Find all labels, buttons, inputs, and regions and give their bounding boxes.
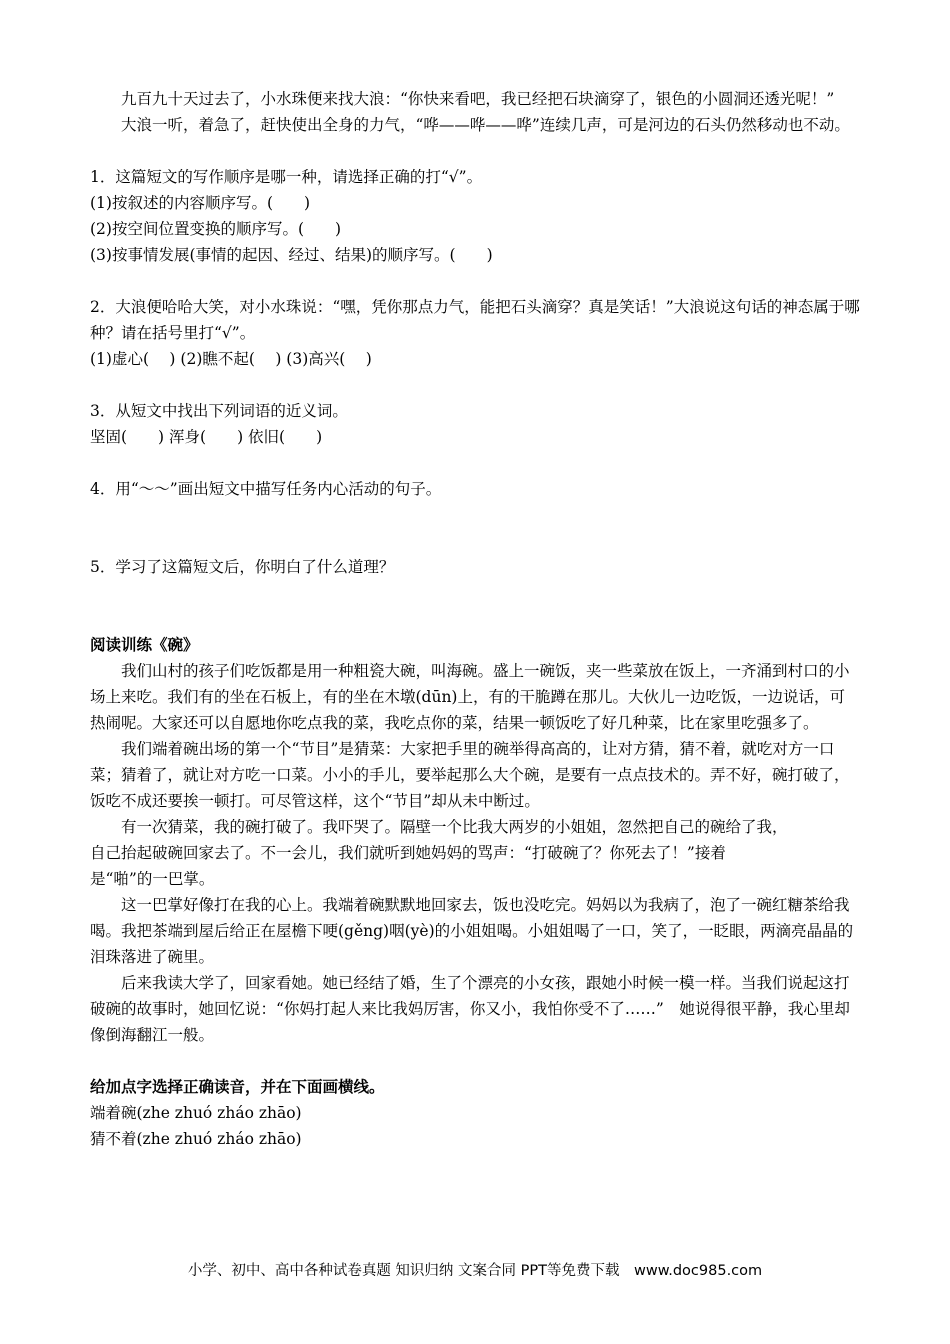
question-3-options: 坚固( ) 浑身( ) 依旧( ) (90, 428, 323, 446)
page-footer: 小学、初中、高中各种试卷真题 知识归纳 文案合同 PPT等免费下载 www.doc985.com (187, 1263, 763, 1279)
document-page (90, 86, 860, 1152)
story2-paragraph-2: 我们端着碗出场的第一个“节目”是猜菜：大家把手里的碗举得高高的，让对方猜，猜不着，就吃对方一口菜；猜着了，就让对方吃一口菜。小小的手儿，要举起那么大个碗，是要有一点点技术的。弄不好，碗打破了，饭吃不成还要挨一顿打。可尽管这样，这个“节目”却从未中断过。 (90, 740, 850, 810)
story2-paragraph-4: 这一巴掌好像打在我的心上。我端着碗默默地回家去，饭也没吃完。妈妈以为我病了，泡了一碗红糖茶给我喝。我把茶端到屋后给正在屋檐下哽(gěng)咽(yè)的小姐姐喝。小姐姐喝了一口，笑了，一眨眼，两滴亮晶晶的泪珠落进了碗里。 (90, 896, 854, 966)
pronunciation-heading: 给加点字选择正确读音，并在下面画横线。 (90, 1077, 385, 1096)
question-1-option-2: (2)按空间位置变换的顺序写。( ) (90, 220, 342, 238)
question-1-option-3: (3)按事情发展(事情的起因、经过、结果)的顺序写。( ) (90, 246, 493, 264)
story2-paragraph-3-line-1: 有一次猜菜，我的碗打破了。我吓哭了。隔壁一个比我大两岁的小姐姐，忽然把自己的碗给了我， (121, 818, 788, 836)
story2-paragraph-1: 我们山村的孩子们吃饭都是用一种粗瓷大碗，叫海碗。盛上一碗饭，夹一些菜放在饭上，一齐涌到村口的小场上来吃。我们有的坐在石板上，有的坐在木墩(dūn)上，有的干脆蹲在那儿。大伙儿一边吃饭，一边说话，可热闹呢。大家还可以自愿地你吃点我的菜，我吃点你的菜，结果一顿饭吃了好几种菜，比在家里吃强多了。 (90, 662, 850, 732)
question-5-prompt: 5．学习了这篇短文后，你明白了什么道理？ (90, 558, 395, 576)
question-3-prompt: 3．从短文中找出下列词语的近义词。 (90, 402, 348, 420)
story2-paragraph-3-line-3: 是“啪”的一巴掌。 (90, 870, 215, 888)
question-1-prompt: 1．这篇短文的写作顺序是哪一种，请选择正确的打“√”。 (90, 168, 483, 186)
question-1-option-1: (1)按叙述的内容顺序写。( ) (90, 194, 311, 212)
story1-paragraph-2: 大浪一听，着急了，赶快使出全身的力气，“哗——哗——哗”连续几声，可是河边的石头仍然移动也不动。 (121, 116, 850, 134)
question-2-prompt: 2．大浪便哈哈大笑，对小水珠说：“嘿，凭你那点力气，能把石头滴穿？真是笑话！”大浪说这句话的神态属于哪种？请在括号里打“√”。 (90, 298, 860, 342)
story2-title: 阅读训练《碗》 (90, 635, 199, 654)
story2-paragraph-3-line-2: 自己抬起破碗回家去了。不一会儿，我们就听到她妈妈的骂声：“打破碗了？你死去了！”接着 (90, 844, 726, 862)
pronunciation-item-1: 端着碗(zhe zhuó zháo zhāo) (90, 1104, 302, 1122)
pronunciation-item-2: 猜不着(zhe zhuó zháo zhāo) (90, 1130, 302, 1148)
question-4-prompt: 4．用“～～”画出短文中描写任务内心活动的句子。 (90, 480, 442, 498)
story2-paragraph-5: 后来我读大学了，回家看她。她已经结了婚，生了个漂亮的小女孩，跟她小时候一模一样。当我们说起这打破碗的故事时，她回忆说：“你妈打起人来比我妈厉害，你又小，我怕你受不了……” 她说得很平静，我心里却像倒海翻江一般。 (90, 974, 850, 1044)
question-2-options: (1)虚心( ) (2)瞧不起( ) (3)高兴( ) (90, 350, 372, 368)
story1-paragraph-1: 九百九十天过去了，小水珠便来找大浪：“你快来看吧，我已经把石块滴穿了，银色的小圆洞还透光呢！” (121, 90, 835, 108)
